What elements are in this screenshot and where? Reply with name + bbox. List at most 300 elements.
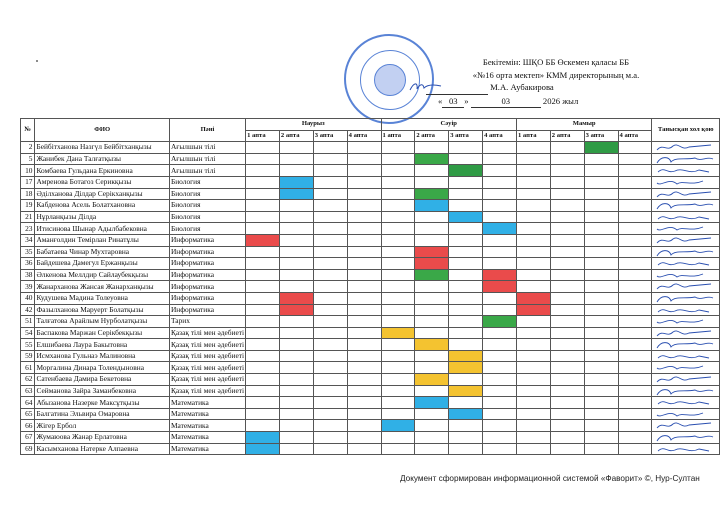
week-cell <box>246 153 280 165</box>
week-cell-marked <box>246 443 280 455</box>
week-cell <box>550 234 584 246</box>
row-signature <box>652 397 720 409</box>
week-cell <box>246 408 280 420</box>
handwritten-signature <box>655 235 715 246</box>
handwritten-signature <box>655 409 715 420</box>
week-cell <box>246 200 280 212</box>
table-row <box>21 223 720 235</box>
row-subject: Информатика <box>169 281 245 293</box>
quote-open: « <box>438 95 443 106</box>
week-cell <box>618 269 652 281</box>
week-cell <box>381 234 415 246</box>
week-cell <box>246 211 280 223</box>
row-number: 55 <box>21 339 35 351</box>
week-cell <box>483 432 517 444</box>
row-fio: Нұрланқызы Ділда <box>35 211 170 223</box>
week-cell <box>483 142 517 154</box>
week-cell <box>449 176 483 188</box>
row-fio: Кудушева Мадина Толеуовна <box>35 292 170 304</box>
row-fio: Жігер Ербол <box>35 420 170 432</box>
row-fio: Әділханова Ділдар Серікханқызы <box>35 188 170 200</box>
week-cell <box>279 269 313 281</box>
week-cell <box>449 142 483 154</box>
week-cell <box>347 188 381 200</box>
row-subject: Қазақ тілі мен әдебиеті <box>170 339 245 349</box>
week-cell <box>415 223 449 235</box>
week-cell <box>381 304 415 316</box>
week-cell <box>381 281 415 293</box>
row-subject: Қазақ тілі мен әдебиеті <box>170 327 245 337</box>
row-fio: Жанибек Дана Талғатқызы <box>35 153 170 165</box>
handwritten-signature <box>655 444 715 455</box>
handwritten-signature <box>655 386 715 397</box>
week-cell <box>618 374 652 386</box>
row-fio: Бабатаева Чинар Мухтаровна <box>35 246 170 258</box>
row-signature <box>652 443 720 455</box>
row-signature <box>652 374 720 386</box>
week-cell <box>313 397 347 409</box>
week-cell <box>381 374 415 386</box>
row-fio: Моргалина Динара Толендыновна <box>35 362 170 374</box>
week-cell <box>584 234 618 246</box>
week-cell <box>550 350 584 362</box>
approval-date-line <box>396 95 716 109</box>
row-number: 2 <box>21 142 35 154</box>
row-subject: Математика <box>169 432 245 444</box>
handwritten-signature <box>655 223 715 234</box>
handwritten-signature <box>655 397 715 408</box>
handwritten-signature <box>655 270 715 281</box>
row-fio: Талғатова Арайлым Нурболатқызы <box>35 316 170 328</box>
week-cell <box>347 408 381 420</box>
date-day: 03 <box>442 95 464 109</box>
week-cell <box>279 223 313 235</box>
week-cell <box>246 246 280 258</box>
week-cell <box>618 339 652 351</box>
week-cell <box>449 234 483 246</box>
week-cell <box>550 408 584 420</box>
week-cell <box>347 443 381 455</box>
row-number: 19 <box>21 200 35 212</box>
table-row <box>21 304 720 316</box>
week-cell <box>279 153 313 165</box>
week-cell <box>381 292 415 304</box>
week-cell <box>246 292 280 304</box>
footer-note: Документ сформирован информационной системой «Фаворит» ©, Нур-Султан <box>400 474 700 483</box>
week-cell <box>381 165 415 177</box>
row-signature <box>652 420 720 432</box>
week-cell-marked <box>279 176 313 188</box>
row-fio: Сейманова Зайра Заманбековна <box>35 385 170 397</box>
table-row <box>21 432 720 444</box>
week-cell <box>550 165 584 177</box>
row-number: 62 <box>21 374 35 386</box>
week-cell <box>483 165 517 177</box>
week-cell <box>347 176 381 188</box>
week-cell <box>415 327 449 339</box>
week-cell <box>313 165 347 177</box>
week-cell <box>246 385 280 397</box>
row-subject: Биология <box>169 223 245 235</box>
week-cell <box>415 432 449 444</box>
speck <box>36 60 38 62</box>
week-cell <box>279 420 313 432</box>
week-cell <box>449 223 483 235</box>
week-cell <box>279 258 313 270</box>
week-cell <box>347 211 381 223</box>
week-cell-marked <box>279 188 313 200</box>
row-number: 35 <box>21 246 35 258</box>
week-cell <box>516 234 550 246</box>
week-cell <box>584 292 618 304</box>
schedule-table <box>20 118 720 455</box>
week-cell <box>381 269 415 281</box>
week-cell <box>550 385 584 397</box>
schedule-body <box>21 142 720 455</box>
week-cell <box>618 443 652 455</box>
handwritten-signature <box>655 247 715 258</box>
row-signature <box>652 362 720 374</box>
week-cell <box>313 246 347 258</box>
week-cell <box>584 420 618 432</box>
week-cell <box>246 339 280 351</box>
week-cell <box>618 397 652 409</box>
row-number: 61 <box>21 362 35 374</box>
week-cell <box>449 327 483 339</box>
week-cell <box>381 397 415 409</box>
week-cell <box>381 432 415 444</box>
row-number: 66 <box>21 420 35 432</box>
header-fio: ФИО <box>35 119 170 142</box>
week-cell <box>584 176 618 188</box>
row-subject: Биология <box>169 188 245 200</box>
row-number: 39 <box>21 281 35 293</box>
row-subject: Информатика <box>169 234 245 246</box>
week-cell <box>415 281 449 293</box>
handwritten-signature <box>655 420 715 431</box>
row-fio: Елшибаева Лаура Бакытовна <box>35 339 170 351</box>
row-fio: Балгатина Эльвира Омаровна <box>35 408 170 420</box>
week-cell <box>584 397 618 409</box>
row-fio: Касымханова Натерке Алпаевна <box>35 443 170 455</box>
handwritten-signature <box>655 142 715 153</box>
table-row <box>21 443 720 455</box>
row-subject: Биология <box>169 211 245 223</box>
row-subject: Информатика <box>169 258 245 270</box>
week-cell-marked <box>279 292 313 304</box>
week-cell-marked <box>449 350 483 362</box>
week-cell <box>584 200 618 212</box>
week-cell <box>516 327 550 339</box>
week-cell <box>279 200 313 212</box>
week-cell-marked <box>415 269 449 281</box>
week-cell <box>415 165 449 177</box>
week-cell <box>347 269 381 281</box>
week-cell <box>415 304 449 316</box>
week-cell <box>313 408 347 420</box>
week-cell <box>483 304 517 316</box>
row-fio: Амренова Ботагоз Серикқызы <box>35 176 170 188</box>
week-cell <box>279 234 313 246</box>
week-cell <box>584 188 618 200</box>
week-cell <box>313 304 347 316</box>
header-week: 4 апта <box>618 130 652 142</box>
week-cell <box>381 176 415 188</box>
row-number: 65 <box>21 408 35 420</box>
header-week: 1 апта <box>381 130 415 142</box>
week-cell <box>246 258 280 270</box>
row-signature <box>652 350 720 362</box>
handwritten-signature <box>655 281 715 292</box>
week-cell <box>279 281 313 293</box>
week-cell-marked <box>246 234 280 246</box>
week-cell <box>381 211 415 223</box>
week-cell <box>618 408 652 420</box>
row-subject: Тарих <box>169 316 245 328</box>
week-cell <box>347 234 381 246</box>
row-subject: Информатика <box>169 292 245 304</box>
week-cell <box>618 211 652 223</box>
week-cell <box>381 223 415 235</box>
week-cell <box>483 350 517 362</box>
row-subject: Биология <box>169 176 245 188</box>
week-cell <box>313 339 347 351</box>
week-cell <box>618 188 652 200</box>
week-cell-marked <box>449 165 483 177</box>
week-cell <box>279 385 313 397</box>
handwritten-signature <box>655 328 715 339</box>
week-cell <box>415 385 449 397</box>
week-cell-marked <box>415 200 449 212</box>
week-cell <box>279 211 313 223</box>
row-subject: Ағылшын тілі <box>169 142 245 154</box>
row-signature <box>652 211 720 223</box>
week-cell <box>313 211 347 223</box>
week-cell <box>313 374 347 386</box>
week-cell <box>449 200 483 212</box>
row-subject: Математика <box>169 397 245 409</box>
row-number: 10 <box>21 165 35 177</box>
week-cell <box>246 269 280 281</box>
week-cell-marked <box>415 153 449 165</box>
handwritten-signature <box>655 189 715 200</box>
row-fio: Жанарханова Жансая Жанарханқызы <box>35 281 170 293</box>
week-cell <box>415 211 449 223</box>
week-cell <box>381 385 415 397</box>
week-cell <box>483 408 517 420</box>
week-cell <box>313 258 347 270</box>
week-cell <box>313 432 347 444</box>
director-signature <box>408 80 444 94</box>
week-cell <box>618 385 652 397</box>
week-cell <box>415 420 449 432</box>
week-cell <box>347 420 381 432</box>
week-cell <box>381 408 415 420</box>
week-cell <box>449 188 483 200</box>
row-signature <box>652 408 720 420</box>
row-signature <box>652 339 720 351</box>
week-cell <box>313 292 347 304</box>
week-cell-marked <box>516 304 550 316</box>
week-cell-marked <box>279 304 313 316</box>
row-signature <box>652 246 720 258</box>
week-cell <box>313 223 347 235</box>
header-week: 3 апта <box>449 130 483 142</box>
week-cell <box>449 432 483 444</box>
row-fio: Итисинова Шынар Адылбабековна <box>35 223 170 235</box>
week-cell <box>618 350 652 362</box>
header-month: Наурыз <box>246 119 381 131</box>
row-signature <box>652 188 720 200</box>
week-cell <box>483 176 517 188</box>
handwritten-signature <box>655 432 715 443</box>
approval-line-1: Бекітемін: ШҚО ББ Өскемен қаласы ББ <box>482 57 630 67</box>
week-cell <box>483 153 517 165</box>
row-subject: Биология <box>169 200 245 212</box>
row-number: 40 <box>21 292 35 304</box>
row-fio: Бейбітханова Назгүл Бейбітханқызы <box>35 142 170 154</box>
week-cell-marked <box>415 397 449 409</box>
approval-director-line <box>396 81 716 95</box>
week-cell <box>618 316 652 328</box>
week-cell <box>516 374 550 386</box>
row-fio: Сатенбаева Дамира Бекетовна <box>35 374 170 386</box>
week-cell <box>313 443 347 455</box>
header-subject: Пәні <box>169 119 245 142</box>
week-cell <box>415 408 449 420</box>
week-cell <box>381 443 415 455</box>
week-cell <box>618 420 652 432</box>
row-fio: Аманғолдин Темірлан Ринатұлы <box>35 234 170 246</box>
week-cell <box>550 269 584 281</box>
header-week: 4 апта <box>347 130 381 142</box>
row-subject: Математика <box>169 420 245 432</box>
row-number: 5 <box>21 153 35 165</box>
week-cell <box>449 281 483 293</box>
header-week: 2 апта <box>550 130 584 142</box>
week-cell <box>584 443 618 455</box>
table-row <box>21 142 720 154</box>
week-cell-marked <box>449 211 483 223</box>
week-cell <box>550 188 584 200</box>
week-cell <box>246 304 280 316</box>
row-fio: Исмханова Гульнаэ Малиновна <box>35 350 170 362</box>
week-cell <box>618 223 652 235</box>
week-cell <box>449 420 483 432</box>
row-fio: Әлкенова Меллдир Сайлаубекқызы <box>35 269 170 281</box>
week-cell <box>516 269 550 281</box>
row-subject: Информатика <box>169 269 245 281</box>
week-cell <box>483 258 517 270</box>
week-cell <box>415 292 449 304</box>
row-signature <box>652 142 720 154</box>
table-row <box>21 292 720 304</box>
week-cell <box>449 316 483 328</box>
week-cell <box>483 339 517 351</box>
week-cell <box>246 350 280 362</box>
week-cell <box>483 292 517 304</box>
week-cell <box>381 246 415 258</box>
table-row <box>21 188 720 200</box>
week-cell <box>449 153 483 165</box>
week-cell <box>618 304 652 316</box>
week-cell-marked <box>483 316 517 328</box>
week-cell <box>550 432 584 444</box>
header-week: 2 апта <box>279 130 313 142</box>
week-cell <box>347 339 381 351</box>
header-num: № <box>21 119 35 142</box>
week-cell-marked <box>449 362 483 374</box>
week-cell-marked <box>584 142 618 154</box>
week-cell <box>618 246 652 258</box>
row-number: 36 <box>21 258 35 270</box>
week-cell <box>347 165 381 177</box>
week-cell <box>483 234 517 246</box>
week-cell <box>550 304 584 316</box>
week-cell <box>584 281 618 293</box>
handwritten-signature <box>655 316 715 327</box>
week-cell <box>415 350 449 362</box>
week-cell <box>550 142 584 154</box>
week-cell <box>550 316 584 328</box>
week-cell <box>381 362 415 374</box>
row-subject: Информатика <box>169 246 245 258</box>
week-cell <box>584 211 618 223</box>
handwritten-signature <box>655 177 715 188</box>
week-cell <box>584 374 618 386</box>
week-cell-marked <box>415 374 449 386</box>
row-subject: Ағылшын тілі <box>169 165 245 177</box>
week-cell <box>516 211 550 223</box>
table-row <box>21 269 720 281</box>
week-cell-marked <box>415 188 449 200</box>
row-number: 54 <box>21 327 35 339</box>
week-cell <box>313 176 347 188</box>
week-cell <box>313 362 347 374</box>
table-row <box>21 176 720 188</box>
date-year: 2026 жыл <box>542 95 579 106</box>
week-cell <box>415 362 449 374</box>
week-cell <box>584 408 618 420</box>
row-fio: Кабденова Асель Болатхановна <box>35 200 170 212</box>
week-cell <box>516 258 550 270</box>
week-cell <box>584 350 618 362</box>
week-cell <box>246 316 280 328</box>
week-cell <box>347 350 381 362</box>
week-cell <box>584 165 618 177</box>
row-number: 59 <box>21 350 35 362</box>
row-signature <box>652 327 720 339</box>
week-cell <box>313 142 347 154</box>
row-number: 64 <box>21 397 35 409</box>
week-cell <box>483 200 517 212</box>
header-week: 1 апта <box>246 130 280 142</box>
week-cell <box>313 269 347 281</box>
week-cell <box>516 188 550 200</box>
week-cell <box>516 443 550 455</box>
week-cell <box>584 339 618 351</box>
row-number: 38 <box>21 269 35 281</box>
row-signature <box>652 153 720 165</box>
week-cell <box>483 397 517 409</box>
row-number: 21 <box>21 211 35 223</box>
week-cell <box>550 211 584 223</box>
week-cell <box>313 420 347 432</box>
week-cell <box>449 292 483 304</box>
table-row <box>21 420 720 432</box>
week-cell <box>347 142 381 154</box>
week-cell <box>347 385 381 397</box>
